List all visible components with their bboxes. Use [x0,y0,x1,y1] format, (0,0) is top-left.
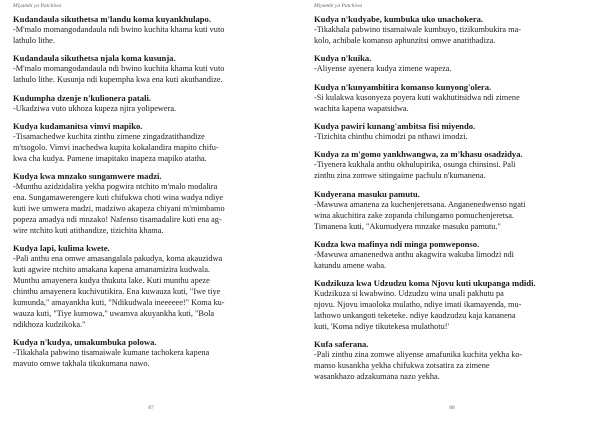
explanation-line: mavuto omwe takhala tikukumana nawo. [13,359,150,369]
proverb-title: Kudandaula sikuthetsa m'landu koma kuyankhulapo. [13,14,211,24]
explanation-line: Timanena kuti, "Akumudyera mnzake masuku pamutu." [314,221,501,231]
proverb-explanation [13,64,289,86]
proverb-title: Kudya pawiri kunang'ambitsa fisi miyendo. [314,121,476,132]
right-page-body [314,14,590,390]
explanation-line: njovu. Njovu imaoloka mulatho, ndiye imati ikamayenda, mu- [314,300,522,310]
running-header: Miyambi ya Patchiwa [314,3,363,9]
explanation-line: m'tsogolo. Vimvi inachedwa kupita kokalandira mapito chifu- [13,142,219,152]
proverb-explanation [314,132,590,143]
explanation-line: -Munthu azidzidalira yekha pogwira ntchito m'malo modalira [13,182,218,192]
explanation-line: kuti iwe umwera madzi, madziwo akapeza chiyani m'mimbamo [13,204,225,214]
explanation-line: -Pali anthu ena omwe amasangalala pakudya, koma akauzidwa [13,254,223,264]
left-page-body [13,14,289,376]
explanation-line: lathulo lithe. Kusunja ndi kupempha kwa ena kuti akuthandize. [13,75,223,85]
proverb-entry [314,82,590,115]
proverb-explanation [13,25,289,47]
left-page [13,0,292,424]
explanation-line: ena. Sungamawerengere kuti chifukwa choti wina wadya ndiye [13,193,224,203]
explanation-line: kolo, achibale komanso aphunzitsi omwe anatithadiza. [314,35,496,45]
explanation-line: manso kusankha yekha chifukwa zotsatira za zimene [314,361,490,371]
proverb-title: Kudandaula sikuthetsa njala koma kusunja. [13,53,176,64]
explanation-line: wachita kapena wapatsidwa. [314,103,409,113]
explanation-line: kwa cha kudya. Pamene imapitako inapeza mapiko atatha. [13,153,207,163]
explanation-line: kuti, 'Koma ndiye tikutekesa mulathotu!' [314,322,450,331]
explanation-line: -Tikakhala pabwino tisamaiwale kumane tachokera kapena [13,348,210,358]
explanation-line: Kudzikuza si kwabwino. Udzudzu wina unali pakhutu pa [314,289,504,299]
proverb-explanation [314,289,590,333]
proverb-entry [13,171,289,237]
explanation-line: -Pali zinthu zina zomwe aliyense amafunika kuchita yekha ko- [314,350,523,360]
proverb-title: Kudya lapi, kulima kwete. [13,243,110,254]
proverb-explanation [314,200,590,233]
proverb-title: Kudya za m'gomo yankhwangwa, za m'khasu osadzidya. [314,149,523,160]
proverb-explanation [314,25,590,47]
explanation-line: -Aliyense ayenera kudya zimene wapeza. [314,64,452,74]
explanation-line: ndikhoza kudzikoka." [13,319,86,329]
explanation-line: popeza amadya ndi mnzako! Nafenso tisamadalire kuti ena ag- [13,214,222,224]
proverb-explanation [13,132,289,165]
proverb-entry [314,121,590,143]
proverb-explanation [13,104,289,115]
proverb-entry [13,93,289,115]
explanation-line: wauza kuti, "Tiye kumowa," uwamva akuyankha kuti, "Bola [13,308,215,318]
explanation-line: chinthu amayenera kuchivutikira. Ena kuwauza kuti, "Iwe tiye [13,287,221,296]
proverb-entry [13,337,289,370]
proverb-title: Kudya kudamanitsa vimvi mapiko. [13,121,143,132]
proverb-title: Kudyerana masuku pamutu. [314,188,420,199]
proverb-explanation [13,254,289,330]
proverb-entry [314,339,590,383]
proverb-title: Kudya n'kudyabe, kumbuka uko unachokera. [314,14,484,24]
proverb-explanation [314,160,590,182]
explanation-line: kuti agwire ntchito amakana kapena amanamizira kudwala. [13,265,210,275]
proverb-title: Kudzikuza kwa Udzudzu koma Njovu kuti ukupanga mdidi. [314,278,536,289]
explanation-line: zinthu zina zomwe sitingaime pachulu n'kumanena. [314,171,486,181]
explanation-line: -Mawuwa amanena za kuchenjeretsana. Anganenedwenso ngati [314,199,526,209]
proverb-entry [314,14,590,47]
proverb-explanation [314,250,590,272]
proverb-explanation [314,93,590,115]
explanation-line: katundu amene waba. [314,260,387,270]
explanation-line: wasankhazo adzakumana nazo yekha. [314,372,440,382]
proverb-title: Kudumpha dzenje n'kulionera patali. [13,92,152,103]
page-number: 87 [148,405,154,411]
explanation-line: -Ukadziwa vuto ukhoza kupeza njira yolipewera. [13,103,177,113]
proverb-explanation [13,348,289,370]
explanation-line: Munthu amayenera kudya thukuta lake. Kuti munthu apeze [13,276,210,286]
explanation-line: -Tiyenera kukhala anthu okhulupirika, osunga chinsinsi. Pali [314,160,516,170]
proverb-title: Kudza kwa mafinya ndi minga pomweponso. [314,238,480,249]
proverb-title: Kufa saferana. [314,339,369,350]
proverb-title: Kudya n'kunyambitira komanso kunyong'olera. [314,81,492,92]
proverb-explanation [13,182,289,237]
explanation-line: -Tisamachedwe kuchita zinthu zimene zingadzatithandize [13,132,205,142]
right-page [314,0,593,424]
explanation-line: -M'malo momangodandaula ndi bwino kuchita khama kuti vuto [13,64,225,74]
proverb-explanation [314,350,590,383]
explanation-line: -Si kulakwa kusonyeza poyera kuti wakhutitsidwa ndi zimene [314,92,520,102]
proverb-entry [314,239,590,272]
explanation-line: lathulo lithe. [13,35,55,45]
explanation-line: wire ntchito kuti atithandize, tizichita khama. [13,225,164,235]
explanation-line: kumunda," amayankha kuti, "Ndikudwala ineeeeee!" Koma ku- [13,297,225,307]
proverb-title: Kudya kwa mnzako sungamwere madzi. [13,171,162,182]
explanation-line: -Mawuwa amanenedwa anthu akagwira wakuba limodzi ndi [314,249,514,259]
proverb-entry [314,278,590,333]
explanation-line: -Tizichita chinthu chimodzi pa nthawi imodzi. [314,132,468,142]
running-header: Miyambi ya Patchiwa [13,3,62,9]
proverb-entry [314,53,590,75]
proverb-entry [13,14,289,47]
proverb-explanation [314,64,590,75]
explanation-line: -M'malo momangodandaula ndi bwino kuchita khama kuti vuto [13,25,225,34]
explanation-line: wina akuchitira zake zopanda chilungamo pomuchenjeretsa. [314,210,514,220]
page-number: 88 [449,405,455,411]
explanation-line: lathowo unkangoti teketeke. ndiye kaudzudzu kaja kananena [314,311,516,321]
explanation-line: -Tikakhala pabwino tisamaiwale kumbuyo, tizikumbukira ma- [314,25,522,34]
proverb-title: Kudya n'kuika. [314,53,372,64]
proverb-entry [13,243,289,330]
proverb-entry [314,149,590,182]
proverb-entry [13,121,289,165]
proverb-entry [314,189,590,233]
proverb-title: Kudya n'kudya, umakumbuka polowa. [13,337,157,348]
proverb-entry [13,53,289,86]
